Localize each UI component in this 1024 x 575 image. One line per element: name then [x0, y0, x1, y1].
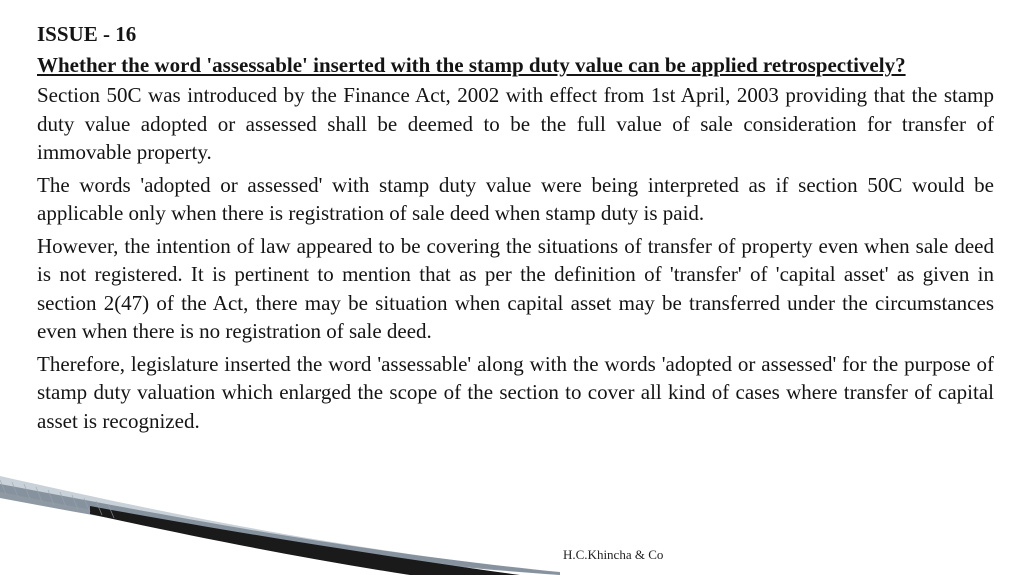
slide-content: [37, 20, 994, 439]
swoosh-light-band: [0, 476, 560, 575]
decorative-swoosh: [0, 470, 560, 575]
paragraph-3: However, the intention of law appeared to be covering the situations of transfer of property even when sale deed is not registered. It is pertinent to mention that as per the definition of 'transfer' of 'capital asset' as given in section 2(47) of the Act, there may be situation when capital asset may be transferred under the circumstances even when there is no registration of sale deed.: [37, 233, 994, 343]
paragraph-2: The words 'adopted or assessed' with stamp duty value were being interpreted as if section 50C would be applicable only when there is registration of sale deed when stamp duty is paid.: [37, 172, 994, 225]
paragraph-4: Therefore, legislature inserted the word 'assessable' along with the words 'adopted or assessed' for the purpose of stamp duty valuation which enlarged the scope of the section to cover all kind of cases where transfer of capital asset is recognized.: [37, 351, 994, 433]
issue-question: Whether the word 'assessable' inserted with the stamp duty value can be applied retrospectively?: [37, 53, 906, 77]
footer-credit: H.C.Khincha & Co: [563, 547, 664, 562]
issue-title: ISSUE - 16: [37, 22, 137, 46]
paragraph-1: Section 50C was introduced by the Finance Act, 2002 with effect from 1st April, 2003 providing that the stamp duty value adopted or assessed shall be deemed to be the full value of sale consideration for transfer of immovable property.: [37, 83, 994, 164]
